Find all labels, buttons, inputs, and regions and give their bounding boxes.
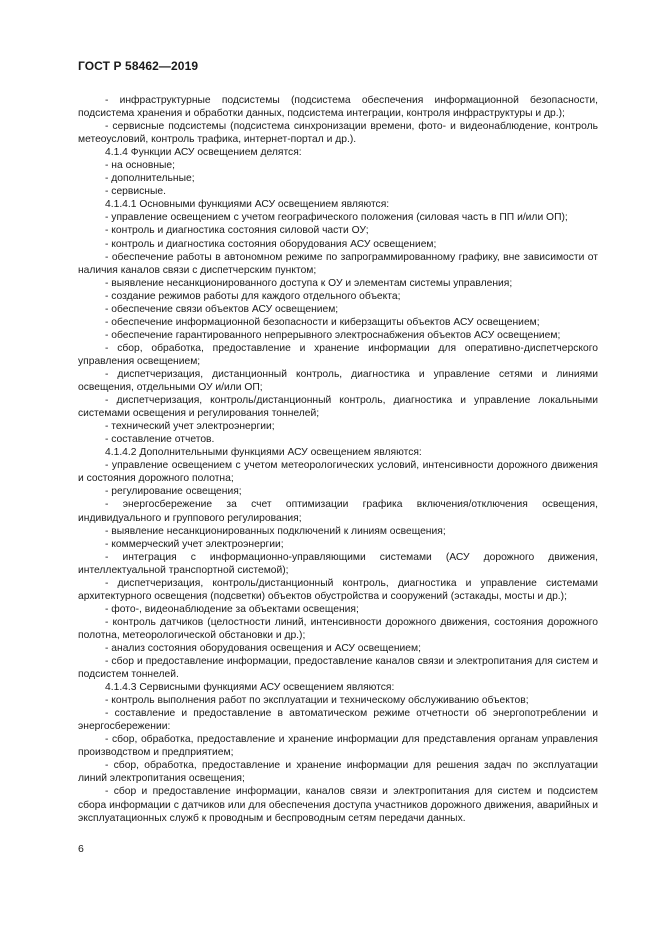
list-item: - регулирование освещения; xyxy=(105,486,242,498)
list-item: - обеспечение работы в автономном режиме по запрограммированному графику, вне зависимости от наличия каналов связи с диспетчерским пунктом; xyxy=(78,251,598,276)
list-item: - сбор и предоставление информации, каналов связи и электропитания для систем и подсистем сбора информации с датчиков или для обеспечения доступа участников дорожного движения, аварийных и эксплуатационных служб к проводным и беспроводным сетям передачи данных. xyxy=(78,786,598,824)
list-item: - управление освещением с учетом географического положения (силовая часть в ПП и/или ОП); xyxy=(105,212,568,224)
list-item: - обеспечение связи объектов АСУ освещением; xyxy=(105,303,339,315)
list-item: - сбор и предоставление информации, предоставление каналов связи и электропитания для систем и подсистем тоннелей. xyxy=(78,656,598,681)
page-number: 6 xyxy=(78,843,84,855)
list-item: - сбор, обработка, предоставление и хранение информации для представления органам управления производством и предприятием; xyxy=(78,734,598,759)
list-item: - выявление несанкционированного доступа к ОУ и элементам системы управления; xyxy=(105,277,513,289)
section-heading: 4.1.4 Функции АСУ освещением делятся: xyxy=(105,147,302,159)
list-item: - сбор, обработка, предоставление и хранение информации для оперативно-диспетчерского управления освещением; xyxy=(78,342,598,367)
list-item: - составление отчетов. xyxy=(105,434,215,446)
list-item: - диспетчеризация, контроль/дистанционный контроль, диагностика и управление локальными системами освещения и регулирования тоннелей; xyxy=(78,395,598,420)
list-item: - выявление несанкционированных подключений к линиям освещения; xyxy=(105,525,446,537)
paragraph: - инфраструктурные подсистемы (подсистема обеспечения информационной безопасности, подсистема хранения и обработки данных, подсистема интеграции, контроля инфраструктуры и др.); xyxy=(78,95,598,120)
list-item: - анализ состояния оборудования освещения и АСУ освещением; xyxy=(105,642,421,654)
standard-header: ГОСТ Р 58462—2019 xyxy=(78,59,199,73)
document-body xyxy=(78,94,598,825)
list-item: - коммерческий учет электроэнергии; xyxy=(105,538,284,550)
section-heading: 4.1.4.2 Дополнительными функциями АСУ освещением являются: xyxy=(105,447,422,459)
section-heading: 4.1.4.3 Сервисными функциями АСУ освещением являются: xyxy=(105,682,395,694)
list-item: - интеграция с информационно-управляющими системами (АСУ дорожного движения, интеллектуальной транспортной системой); xyxy=(78,551,598,576)
list-item: - дополнительные; xyxy=(105,173,195,185)
list-item: - создание режимов работы для каждого отдельного объекта; xyxy=(105,290,401,302)
list-item: - контроль выполнения работ по эксплуатации и техническому обслуживанию объектов; xyxy=(105,695,529,707)
list-item: - составление и предоставление в автоматическом режиме отчетности об энергопотреблении и энергосбережении: xyxy=(78,708,598,733)
list-item: - на основные; xyxy=(105,160,175,172)
list-item: - контроль и диагностика состояния оборудования АСУ освещением; xyxy=(105,238,437,250)
list-item: - сбор, обработка, предоставление и хранение информации для решения задач по эксплуатации линий электропитания освещения; xyxy=(78,760,598,785)
list-item: - фото-, видеонаблюдение за объектами освещения; xyxy=(105,603,359,615)
list-item: - диспетчеризация, контроль/дистанционный контроль, диагностика и управление системами архитектурного освещения (подсветки) объектов обустройства и сооружений (эстакады, мосты и др.); xyxy=(78,577,598,602)
list-item: - управление освещением с учетом метеорологических условий, интенсивности дорожного движения и состояния дорожного полотна; xyxy=(78,460,598,485)
list-item: - обеспечение информационной безопасности и киберзащиты объектов АСУ освещением; xyxy=(105,316,540,328)
list-item: - контроль датчиков (целостности линий, интенсивности дорожного движения, состояния дорожного полотна, метеорологической обстановки и др.); xyxy=(78,616,598,641)
list-item: - контроль и диагностика состояния силовой части ОУ; xyxy=(105,225,369,237)
list-item: - сервисные. xyxy=(105,186,166,198)
list-item: - энергосбережение за счет оптимизации графика включения/отключения освещения, индивидуального и группового регулирования; xyxy=(78,499,598,524)
list-item: - технический учет электроэнергии; xyxy=(105,421,275,433)
list-item: - диспетчеризация, дистанционный контроль, диагностика и управление сетями и линиями освещения, отдельными ОУ и/или ОП; xyxy=(78,368,598,394)
list-item: - обеспечение гарантированного непрерывного электроснабжения объектов АСУ освещением; xyxy=(105,329,561,341)
paragraph: - сервисные подсистемы (подсистема синхронизации времени, фото- и видеонаблюдение, контроль метеоусловий, контроль трафика, интернет-портал и др.). xyxy=(78,121,598,146)
section-heading: 4.1.4.1 Основными функциями АСУ освещением являются: xyxy=(105,199,390,211)
